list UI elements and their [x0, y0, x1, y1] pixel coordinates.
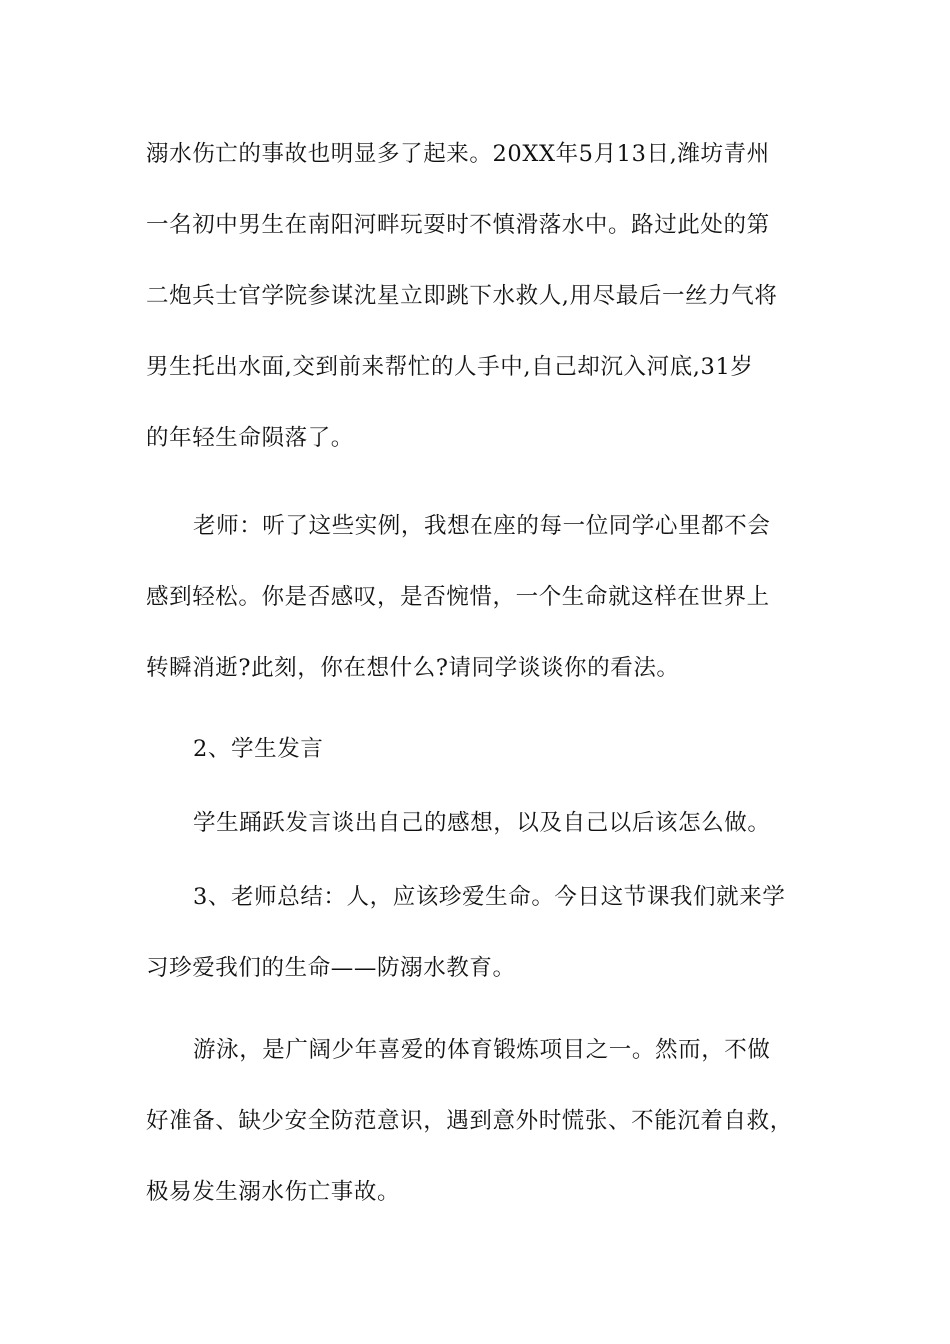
paragraph-line: 游泳，是广阔少年喜爱的体育锻炼项目之一。然而，不做 — [193, 1037, 771, 1063]
paragraph-line: 的年轻生命陨落了。 — [146, 425, 354, 451]
paragraph-line: 学生踊跃发言谈出自己的感想，以及自己以后该怎么做。 — [193, 810, 771, 836]
paragraph-line: 男生托出水面,交到前来帮忙的人手中,自己却沉入河底,31岁 — [146, 354, 754, 380]
paragraph-line: 习珍爱我们的生命——防溺水教育。 — [146, 955, 516, 981]
paragraph-line: 溺水伤亡的事故也明显多了起来。20XX年5月13日,潍坊青州 — [146, 141, 770, 167]
paragraph-line: 二炮兵士官学院参谋沈星立即跳下水救人,用尽最后一丝力气将 — [146, 283, 778, 309]
paragraph-line: 3、老师总结：人，应该珍爱生命。今日这节课我们就来学 — [193, 884, 786, 910]
paragraph-line: 转瞬消逝?此刻，你在想什么?请同学谈谈你的看法。 — [146, 655, 680, 681]
paragraph-line: 一名初中男生在南阳河畔玩耍时不慎滑落水中。路过此处的第 — [146, 212, 770, 238]
section-heading: 2、学生发言 — [193, 736, 324, 762]
paragraph-line: 极易发生溺水伤亡事故。 — [146, 1179, 401, 1205]
paragraph-line: 老师：听了这些实例，我想在座的每一位同学心里都不会 — [193, 513, 771, 539]
paragraph-line: 感到轻松。你是否感叹，是否惋惜，一个生命就这样在世界上 — [146, 584, 770, 610]
paragraph-line: 好准备、缺少安全防范意识，遇到意外时慌张、不能沉着自救， — [146, 1108, 793, 1134]
